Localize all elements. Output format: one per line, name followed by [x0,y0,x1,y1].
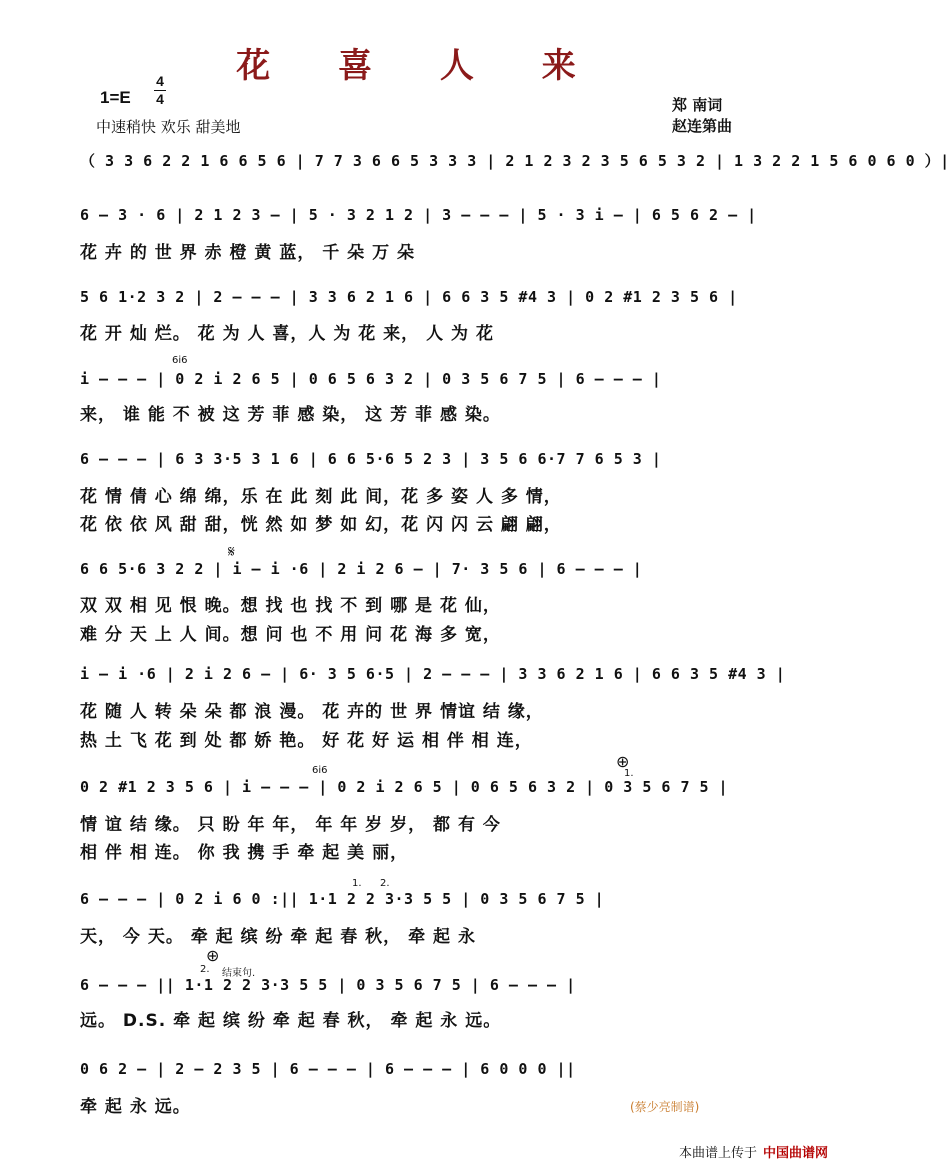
grace-note-2: 6i6 [312,765,328,776]
lyric-row-6a: 双 双 相 见 恨 晚。想 找 也 找 不 到 哪 是 花 仙， [80,596,501,616]
lyric-row-6b: 难 分 天 上 人 间。想 问 也 不 用 问 花 海 多 宽， [80,625,501,645]
key-signature: 1=E [100,88,131,107]
lyric-row-11: 牵 起 永 远。 [80,1097,191,1117]
score-row-5-notes: 6 – – – | 6 3 3·5 3 1 6 | 6 6 5·6 5 2 3 | 3 5 6 6·7 7 6 5 3 | [80,450,662,468]
footer [679,1142,828,1161]
lyric-row-5a: 花 情 倩 心 绵 绵，乐 在 此 刻 此 间，花 多 姿 人 多 情， [80,487,562,507]
volta-2-end-mark: 2. [200,964,210,975]
page-title: 花 喜 人 来 [236,46,604,86]
lyric-row-2: 花 卉 的 世 界 赤 橙 黄 蓝， 千 朵 万 朵 [80,243,416,263]
score-row-10-notes: 6 – – – || 1·1 2 2 3·3 5 5 | 0 3 5 6 7 5 | 6 – – – | [80,976,576,994]
composer-credit: 赵连第曲 [672,117,733,135]
coda-sign-2: ⊕ [206,946,220,965]
lyric-row-10: 远。 D.S. 牵 起 缤 纷 牵 起 春 秋， 牵 起 永 远。 [80,1011,502,1031]
score-row-6-notes: 6 6 5·6 3 2 2 | i – i ·6 | 2 i 2 6 – | 7· 3 5 6 | 6 – – – | [80,560,643,578]
score-row-1-notes: （ 3 3 6 2 2 1 6 6 5 6 | 7 7 3 6 6 5 3 3 3 | 2 1 2 3 2 3 5 6 5 3 2 | 1 3 2 2 1 5 6 0 6 0 ）| [80,152,950,170]
lyric-row-8a: 情 谊 结 缘。 只 盼 年 年， 年 年 岁 岁， 都 有 今 [80,815,501,835]
volta-2-mark: 2. [380,878,390,889]
lyric-row-7a: 花 随 人 转 朵 朵 都 浪 漫。 花 卉的 世 界 情谊 结 缘， [80,702,544,722]
arranger-stamp: (蔡少亮制谱) [630,1100,700,1114]
score-row-3-notes: 5 6 1·2 3 2 | 2 – – – | 3 3 6 2 1 6 | 6 6 3 5 #4 3 | 0 2 #1 2 3 5 6 | [80,288,738,306]
volta-1-mark: 1. [624,768,634,779]
lyric-row-4: 来， 谁 能 不 被 这 芳 菲 感 染， 这 芳 菲 感 染。 [80,405,501,425]
score-row-4-notes: i – – – | 0 2 i 2 6 5 | 0 6 5 6 3 2 | 0 3 5 6 7 5 | 6 – – – | [80,370,662,388]
meter-top: 4 [156,73,164,89]
lyric-row-8b: 相 伴 相 连。 你 我 携 手 牵 起 美 丽， [80,843,409,863]
tempo-marking: 中速稍快 欢乐 甜美地 [96,118,241,136]
grace-note-1: 6i6 [172,355,188,366]
lyric-row-7b: 热 土 飞 花 到 处 都 娇 艳。 好 花 好 运 相 伴 相 连， [80,731,533,751]
lyric-row-5b: 花 依 依 风 甜 甜，恍 然 如 梦 如 幻，花 闪 闪 云 翩 翩， [80,515,562,535]
score-row-11-notes: 0 6 2 – | 2 – 2 3 5 | 6 – – – | 6 – – – | 6 0 0 0 || [80,1060,576,1078]
lyric-row-3: 花 开 灿 烂。 花 为 人 喜，人 为 花 来， 人 为 花 [80,324,494,344]
score-row-8-notes: 0 2 #1 2 3 5 6 | i – – – | 0 2 i 2 6 5 | 0 6 5 6 3 2 | 0 3 5 6 7 5 | [80,778,729,796]
meter-bottom: 4 [156,91,164,107]
score-row-2-notes: 6 – 3 · 6 | 2 1 2 3 – | 5 · 3 2 1 2 | 3 – – – | 5 · 3 i – | 6 5 6 2 – | [80,206,757,224]
lyricist-credit: 郑 南词 [672,96,723,114]
score-row-9-notes: 6 – – – | 0 2 i 6 0 :|| 1·1 2 2 3·3 5 5 | 0 3 5 6 7 5 | [80,890,605,908]
ending-text: 结束句. [222,968,256,979]
site-logo[interactable]: 中国曲谱网 [762,1146,828,1161]
footer-text: 本曲谱上传于 [678,1146,757,1161]
volta-1-end-mark: 1. [352,878,362,889]
coda-sign-1: ⊕ [616,752,630,771]
time-signature [154,74,166,107]
segno-sign: 𝄋 [228,542,235,561]
lyric-row-9: 天， 今 天。 牵 起 缤 纷 牵 起 春 秋， 牵 起 永 [80,927,476,947]
score-row-7-notes: i – i ·6 | 2 i 2 6 – | 6· 3 5 6·5 | 2 – – – | 3 3 6 2 1 6 | 6 6 3 5 #4 3 | [80,665,786,683]
